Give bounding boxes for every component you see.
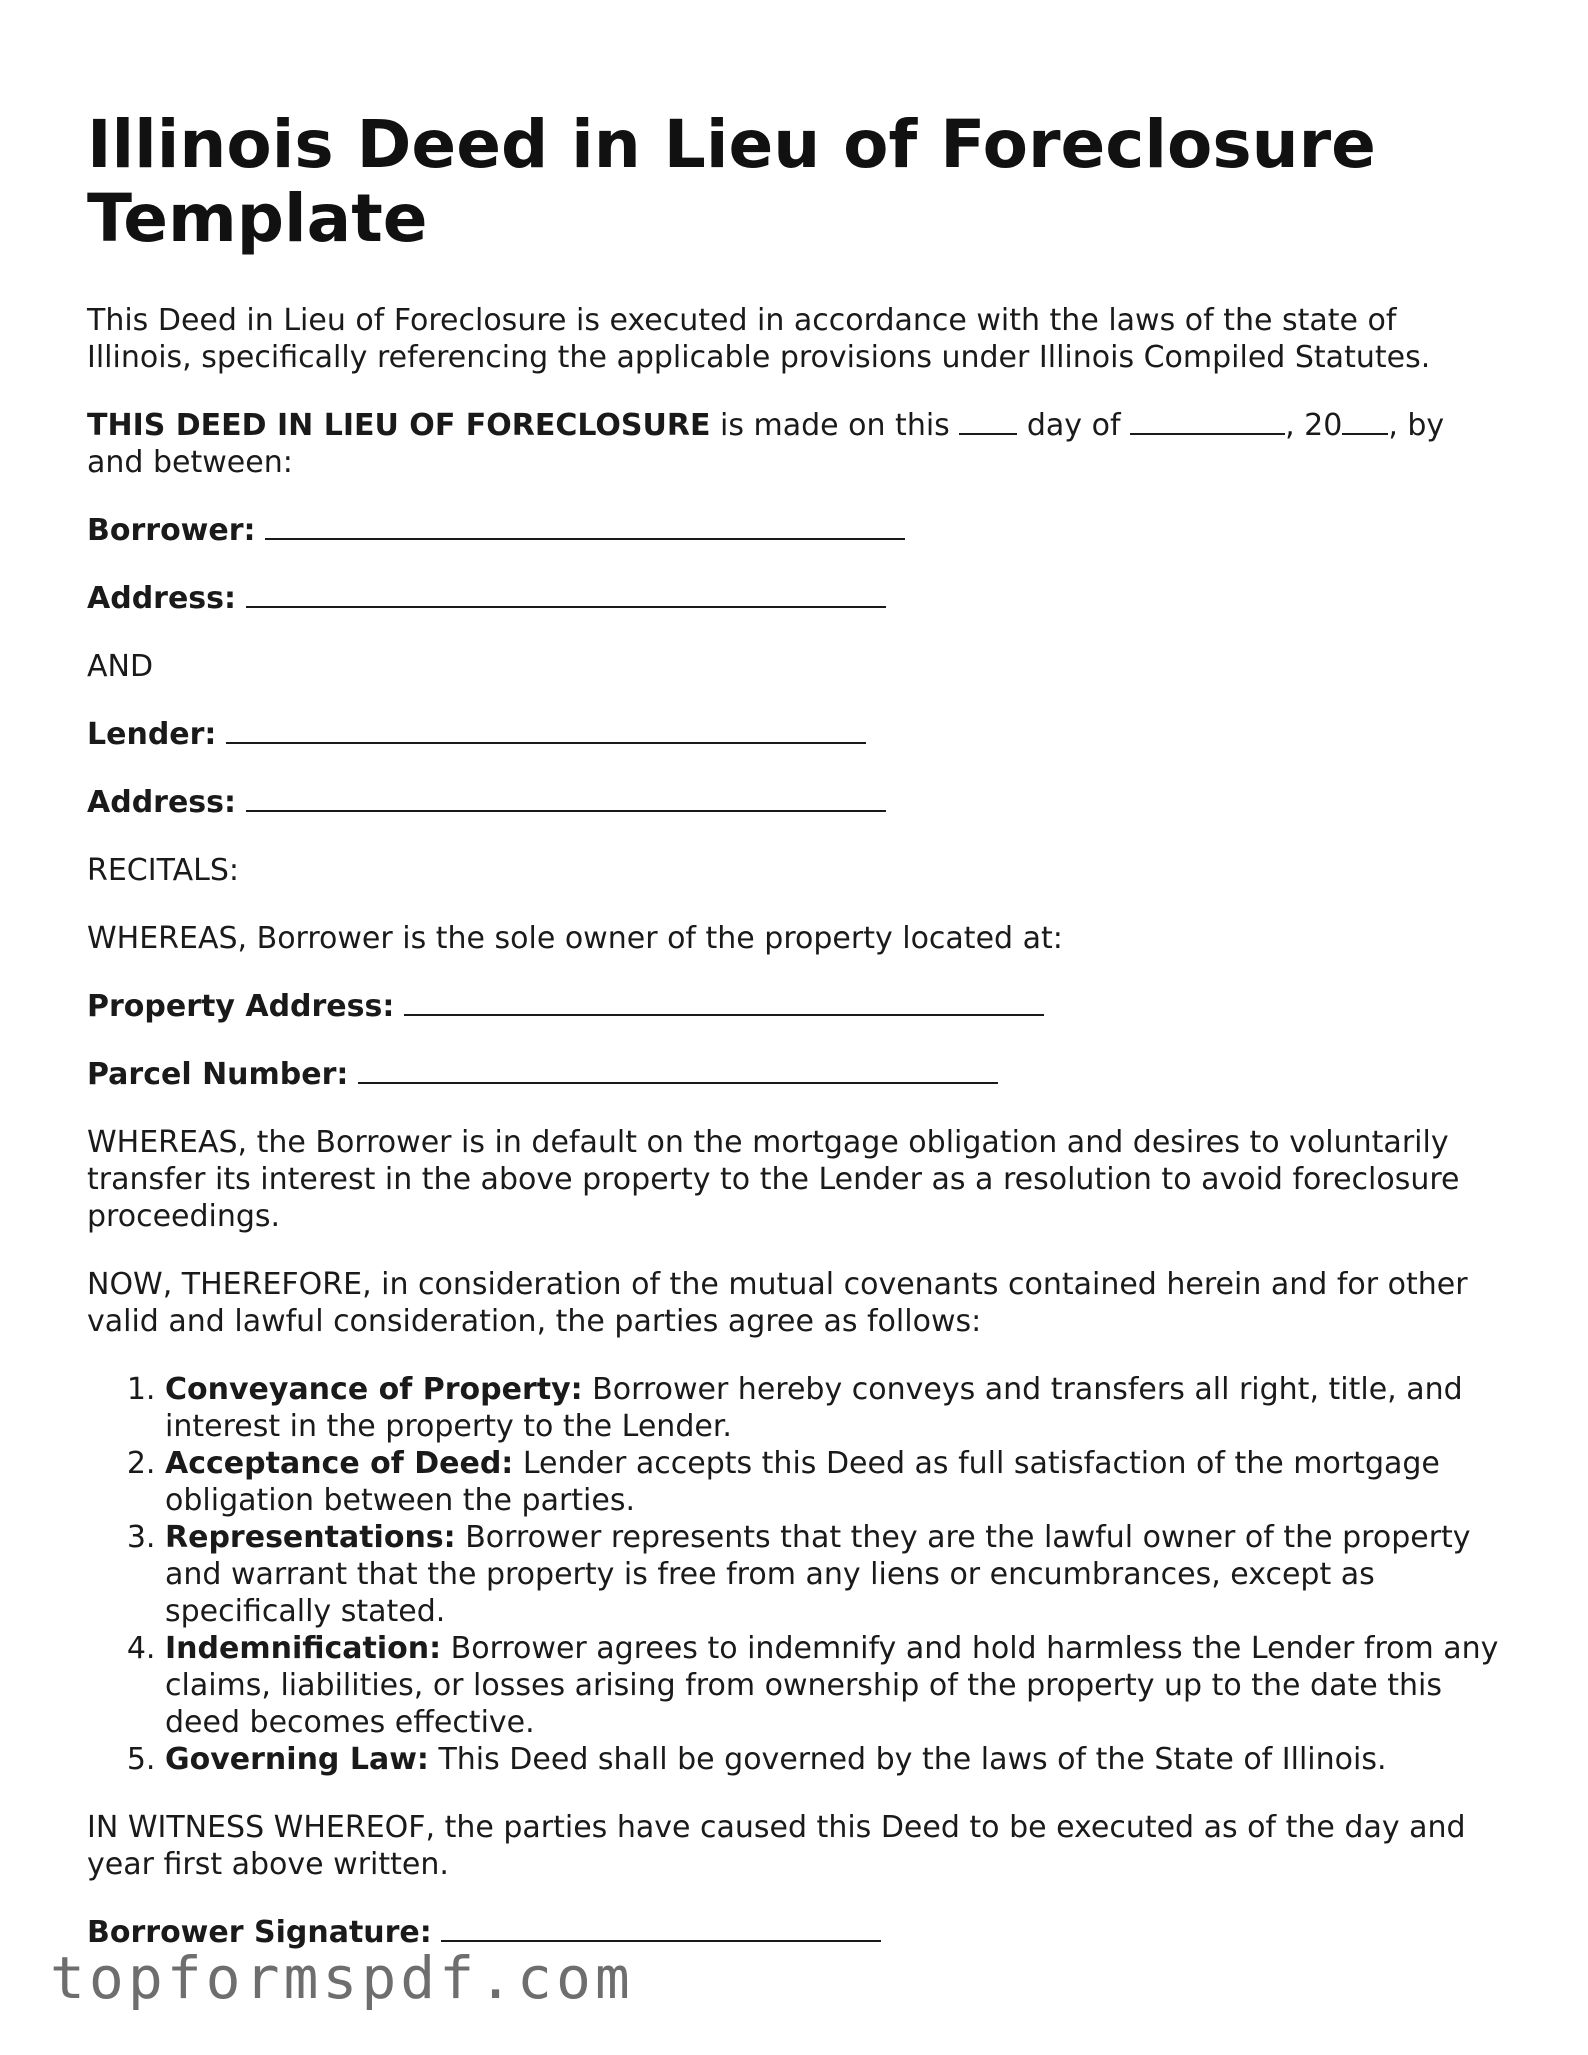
borrower-address-label: Address: — [87, 581, 237, 616]
term-item — [165, 1445, 1507, 1519]
term-label: Governing Law: — [165, 1742, 429, 1777]
borrower-address-blank[interactable] — [246, 580, 886, 608]
whereas-owner: WHEREAS, Borrower is the sole owner of the property located at: — [87, 921, 1063, 956]
intro-paragraph: This Deed in Lieu of Foreclosure is executed in accordance with the laws of the state of Illinois, specifically referencing the applicable provisions under Illinois Compiled Statutes. — [87, 303, 1431, 375]
term-item — [165, 1630, 1507, 1741]
lender-field — [87, 716, 1507, 753]
term-label: Representations: — [165, 1520, 456, 1555]
borrower-label: Borrower: — [87, 513, 256, 548]
year-blank[interactable] — [1342, 407, 1388, 435]
day-blank[interactable] — [959, 407, 1017, 435]
whereas-default: WHEREAS, the Borrower is in default on the mortgage obligation and desires to voluntarily transfer its interest in the above property to the Lender as a resolution to avoid foreclosure proceedings. — [87, 1125, 1460, 1234]
made-on-text-2: day of — [1017, 408, 1131, 443]
parcel-number-blank[interactable] — [358, 1056, 998, 1084]
made-on-paragraph — [87, 407, 1507, 481]
term-text: Borrower agrees to indemnify and hold harmless the Lender from any claims, liabilities, or losses arising from ownership of the property up to the date this deed becomes effective. — [165, 1631, 1499, 1740]
lender-address-label: Address: — [87, 785, 237, 820]
document-title: Illinois Deed in Lieu of Foreclosure Template — [87, 106, 1376, 257]
property-address-field — [87, 988, 1507, 1025]
term-label: Acceptance of Deed: — [165, 1446, 514, 1481]
borrower-blank[interactable] — [265, 512, 905, 540]
and-separator: AND — [87, 649, 154, 684]
property-address-blank[interactable] — [404, 988, 1044, 1016]
term-item — [165, 1741, 1507, 1778]
borrower-address-field — [87, 580, 1507, 617]
borrower-signature-blank[interactable] — [441, 1914, 881, 1942]
borrower-signature-label: Borrower Signature: — [87, 1915, 432, 1950]
watermark: topformspdf.com — [50, 1944, 634, 2012]
made-on-text-3: , 20 — [1285, 408, 1343, 443]
recitals-heading: RECITALS: — [87, 853, 239, 888]
parcel-number-field — [87, 1056, 1507, 1093]
made-on-text-4: , by and between: — [87, 408, 1445, 480]
term-text: This Deed shall be governed by the laws of the State of Illinois. — [428, 1742, 1387, 1777]
term-text: Borrower represents that they are the lawful owner of the property and warrant that the property is free from any liens or encumbrances, except as specifically stated. — [165, 1520, 1471, 1629]
term-item — [165, 1371, 1507, 1445]
term-item — [165, 1519, 1507, 1630]
term-text: Lender accepts this Deed as full satisfaction of the mortgage obligation between the parties. — [165, 1446, 1440, 1518]
month-blank[interactable] — [1130, 407, 1285, 435]
lender-address-field — [87, 784, 1507, 821]
now-therefore: NOW, THEREFORE, in consideration of the mutual covenants contained herein and for other valid and lawful consideration, the parties agree as follows: — [87, 1267, 1468, 1339]
term-label: Conveyance of Property: — [165, 1372, 583, 1407]
borrower-field — [87, 512, 1507, 549]
made-on-text-1: is made on this — [710, 408, 960, 443]
lender-blank[interactable] — [226, 716, 866, 744]
property-address-label: Property Address: — [87, 989, 395, 1024]
made-on-lead: THIS DEED IN LIEU OF FORECLOSURE — [87, 408, 711, 443]
document-page — [87, 108, 1507, 1982]
term-label: Indemnification: — [165, 1631, 442, 1666]
terms-list — [87, 1371, 1507, 1778]
lender-address-blank[interactable] — [246, 784, 886, 812]
term-text: Borrower hereby conveys and transfers all right, title, and interest in the property to the Lender. — [165, 1372, 1463, 1444]
lender-label: Lender: — [87, 717, 217, 752]
in-witness: IN WITNESS WHEREOF, the parties have caused this Deed to be executed as of the day and year first above written. — [87, 1810, 1466, 1882]
parcel-number-label: Parcel Number: — [87, 1057, 349, 1092]
